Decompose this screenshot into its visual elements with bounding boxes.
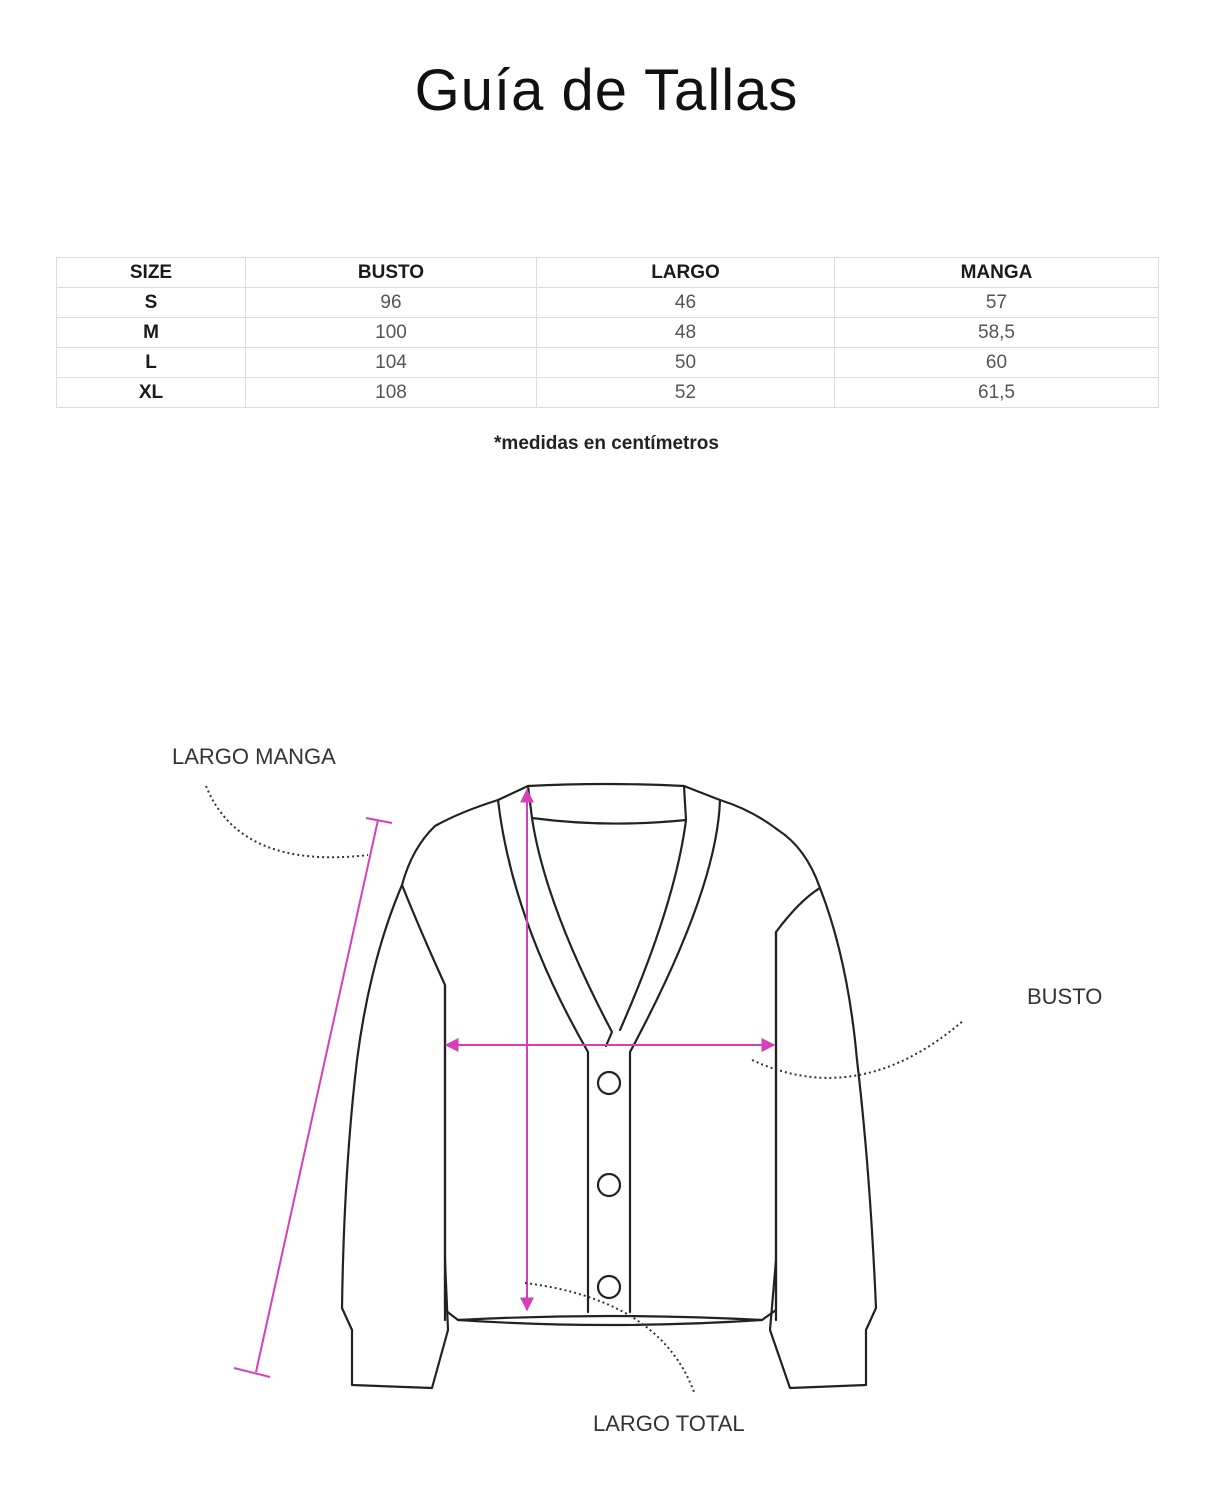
- header-busto: BUSTO: [246, 258, 537, 288]
- button-middle: [598, 1174, 620, 1196]
- label-largo-total: LARGO TOTAL: [593, 1411, 745, 1436]
- cell-manga: 61,5: [835, 378, 1159, 408]
- label-largo-manga: LARGO MANGA: [172, 744, 336, 769]
- cell-size: M: [57, 318, 246, 348]
- cell-manga: 60: [835, 348, 1159, 378]
- right-sleeve: [770, 888, 876, 1388]
- cell-manga: 58,5: [835, 318, 1159, 348]
- label-busto: BUSTO: [1027, 984, 1103, 1009]
- header-size: SIZE: [57, 258, 246, 288]
- sleeve-measure-line: [256, 820, 378, 1372]
- header-largo: LARGO: [537, 258, 835, 288]
- button-bottom: [598, 1276, 620, 1298]
- cell-size: L: [57, 348, 246, 378]
- buttons: [598, 1072, 620, 1298]
- left-placket: [498, 800, 588, 1312]
- cell-size: S: [57, 288, 246, 318]
- sleeve-measure-cap-bottom: [234, 1368, 270, 1377]
- leader-lines: [206, 786, 964, 1392]
- left-placket-inner: [532, 818, 612, 1046]
- page-title: Guía de Tallas: [414, 58, 799, 123]
- cell-largo: 48: [537, 318, 835, 348]
- hem: [458, 1320, 762, 1325]
- measurement-lines: [234, 790, 774, 1377]
- sleeve-measure-cap-top: [366, 818, 392, 823]
- measurement-note: *medidas en centímetros: [494, 433, 719, 454]
- cell-size: XL: [57, 378, 246, 408]
- cell-largo: 46: [537, 288, 835, 318]
- cell-busto: 108: [246, 378, 537, 408]
- right-placket-inner: [620, 820, 686, 1030]
- button-top: [598, 1072, 620, 1094]
- sleeve-leader: [206, 786, 368, 857]
- cell-busto: 104: [246, 348, 537, 378]
- cell-manga: 57: [835, 288, 1159, 318]
- cell-busto: 96: [246, 288, 537, 318]
- length-leader: [525, 1283, 694, 1392]
- cell-busto: 100: [246, 318, 537, 348]
- cell-largo: 50: [537, 348, 835, 378]
- header-manga: MANGA: [835, 258, 1159, 288]
- body-outline: [402, 786, 820, 1320]
- back-collar: [528, 784, 686, 824]
- left-sleeve: [342, 885, 448, 1388]
- cell-largo: 52: [537, 378, 835, 408]
